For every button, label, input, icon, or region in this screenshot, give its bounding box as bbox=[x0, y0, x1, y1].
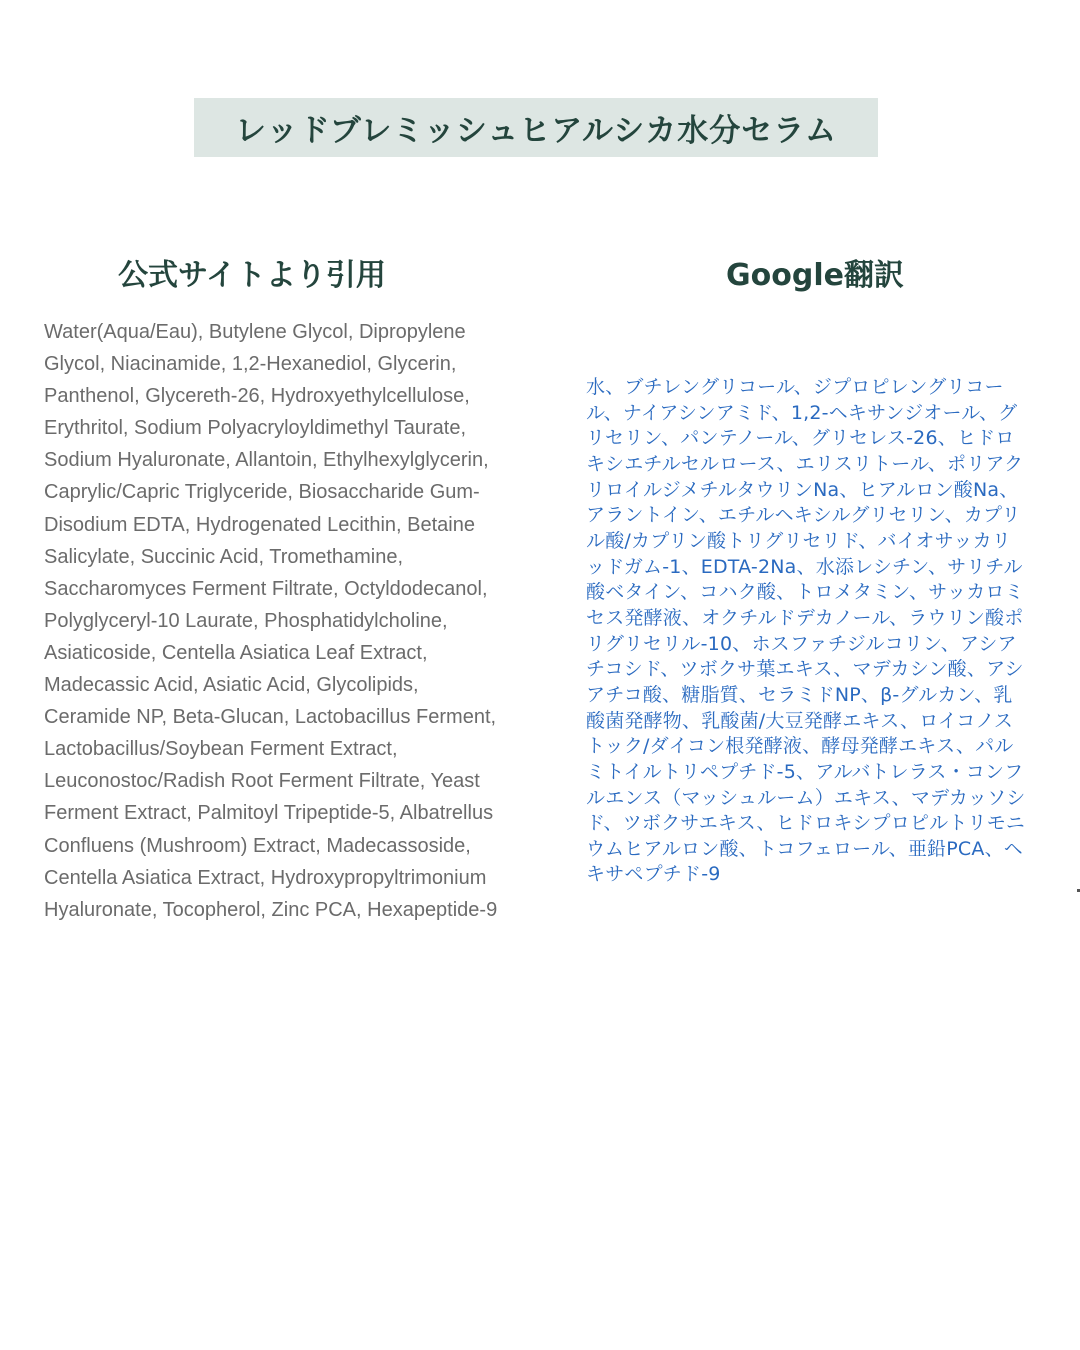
official-source-heading: 公式サイトより引用 bbox=[118, 258, 386, 293]
translated-line: ウムヒアルロン酸、トコフェロール、亜鉛PCA、ヘ bbox=[586, 837, 1023, 860]
title-banner bbox=[194, 98, 878, 157]
ingredient-line: Asiaticoside, Centella Asiatica Leaf Extract, bbox=[44, 641, 428, 664]
translated-line: ド、ツボクサエキス、ヒドロキシプロピルトリモニ bbox=[586, 812, 1026, 835]
google-translate-heading: Google翻訳 bbox=[726, 258, 904, 293]
ingredient-line: Disodium EDTA, Hydrogenated Lecithin, Betaine bbox=[44, 513, 475, 536]
ingredient-list-english bbox=[44, 316, 556, 926]
translated-line: ルエンス（マッシュルーム）エキス、マデカッソシ bbox=[586, 786, 1026, 809]
translated-line: キシエチルセルロース、エリスリトール、ポリアク bbox=[586, 452, 1024, 475]
translated-line: ル、ナイアシンアミド、1,2-ヘキサンジオール、グ bbox=[586, 401, 1018, 424]
ingredient-line: Lactobacillus/Soybean Ferment Extract, bbox=[44, 738, 398, 761]
translated-line: ミトイルトリペプチド-5、アルバトレラス・コンフ bbox=[586, 760, 1024, 783]
translated-line: 酸ベタイン、コハク酸、トロメタミン、サッカロミ bbox=[586, 581, 1024, 604]
translated-line: トック/ダイコン根発酵液、酵母発酵エキス、パル bbox=[586, 735, 1014, 758]
ingredient-line: Polyglyceryl-10 Laurate, Phosphatidylcholine, bbox=[44, 609, 448, 632]
ingredient-line: Confluens (Mushroom) Extract, Madecassoside, bbox=[44, 834, 471, 857]
ingredient-line: Ceramide NP, Beta-Glucan, Lactobacillus Ferment, bbox=[44, 706, 497, 729]
ingredient-line: Salicylate, Succinic Acid, Tromethamine, bbox=[44, 545, 404, 568]
ingredient-line: Panthenol, Glycereth-26, Hydroxyethylcellulose, bbox=[44, 385, 470, 408]
translated-line: アラントイン、エチルヘキシルグリセリン、カプリ bbox=[586, 504, 1021, 527]
translated-line: リロイルジメチルタウリンNa、ヒアルロン酸Na、 bbox=[586, 478, 1019, 501]
translated-line: 酸菌発酵物、乳酸菌/大豆発酵エキス、ロイコノス bbox=[586, 709, 1014, 732]
ingredient-line: Ferment Extract, Palmitoyl Tripeptide-5, Albatrellus bbox=[44, 802, 494, 825]
ingredient-line: Glycol, Niacinamide, 1,2-Hexanediol, Glycerin, bbox=[44, 353, 457, 376]
ingredient-line: Hyaluronate, Tocopherol, Zinc PCA, Hexapeptide-9 bbox=[44, 898, 498, 921]
ingredient-line: Madecassic Acid, Asiatic Acid, Glycolipids, bbox=[44, 674, 419, 697]
translated-line: ッドガム-1、EDTA-2Na、水添レシチン、サリチル bbox=[586, 555, 1023, 578]
translated-line: リグリセリル-10、ホスファチジルコリン、アシア bbox=[586, 632, 1017, 655]
ingredient-line: Sodium Hyaluronate, Allantoin, Ethylhexylglycerin, bbox=[44, 449, 489, 472]
ingredient-list-japanese bbox=[586, 375, 1056, 888]
translated-line: チコシド、ツボクサ葉エキス、マデカシン酸、アシ bbox=[586, 658, 1024, 681]
translated-line: 水、ブチレングリコール、ジプロピレングリコー bbox=[586, 376, 1004, 398]
translated-line: セス発酵液、オクチルドデカノール、ラウリン酸ポ bbox=[586, 606, 1024, 629]
ingredient-line: Leuconostoc/Radish Root Ferment Filtrate, Yeast bbox=[44, 770, 480, 793]
page-title: レッドブレミッシュヒアルシカ水分セラム bbox=[235, 113, 837, 149]
ingredient-line: Caprylic/Capric Triglyceride, Biosaccharide Gum- bbox=[44, 481, 480, 504]
translated-line: キサペプチド-9 bbox=[586, 863, 721, 886]
translated-line: リセリン、パンテノール、グリセレス-26、ヒドロ bbox=[586, 427, 1015, 450]
ingredient-line: Erythritol, Sodium Polyacryloyldimethyl Taurate, bbox=[44, 417, 467, 440]
translated-line: アチコ酸、糖脂質、セラミドNP、β-グルカン、乳 bbox=[586, 683, 1013, 706]
ingredient-line: Water(Aqua/Eau), Butylene Glycol, Dipropylene bbox=[44, 321, 466, 343]
translated-line: ル酸/カプリン酸トリグリセリド、バイオサッカリ bbox=[586, 529, 1012, 552]
ingredient-line: Centella Asiatica Extract, Hydroxypropyltrimonium bbox=[44, 866, 487, 889]
ingredient-line: Saccharomyces Ferment Filtrate, Octyldodecanol, bbox=[44, 577, 488, 600]
